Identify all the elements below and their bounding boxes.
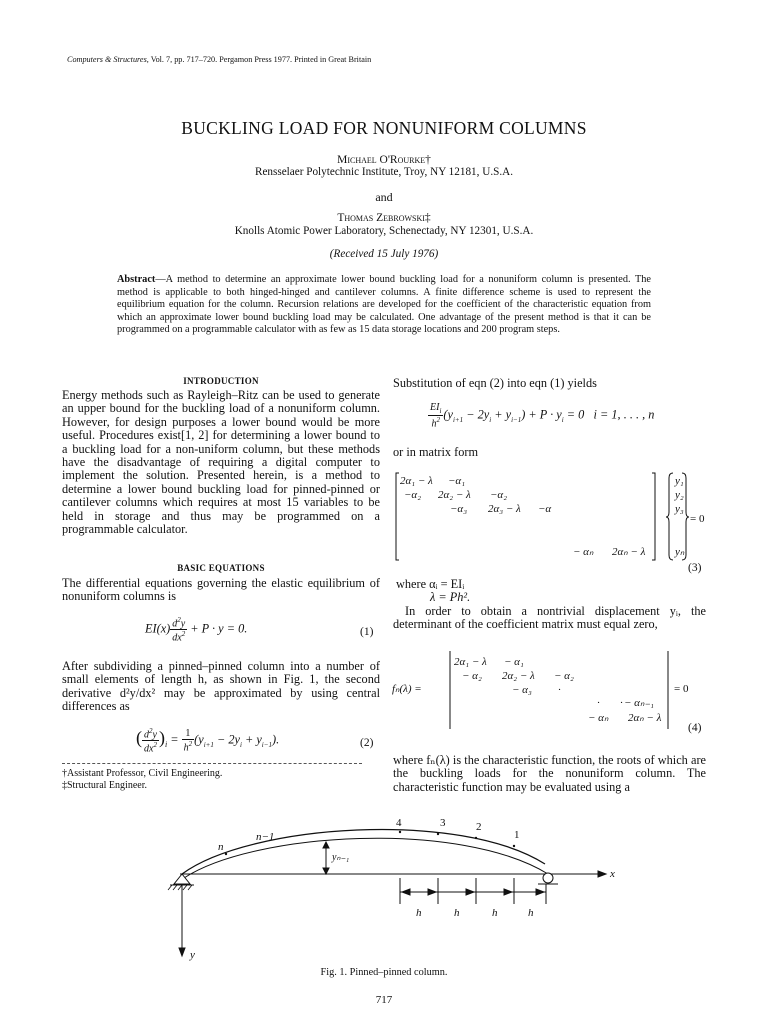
h-label-2: h [454, 907, 460, 919]
h-label-1: h [416, 907, 422, 919]
introduction-text: Energy methods such as Rayleigh–Ritz can be used to generate an upper bound for the buckling load of a nonuniform column. However, for design purposes a lower bound would be more useful. Procedures exist[1, 2] for determining a lower bound to a buckling load for a non-uniform column, but these methods have the disadvantage of requiring a digital computer to implement the solution. Presented herein, is a method to determine a lower bound buckling load for pinned-pinned or cantilever columns which requires at most 15 variables to be held in storage and thus may be programmed on a programmable calculator. [62, 388, 380, 537]
author-2-affiliation: Knolls Atomic Power Laboratory, Schenectady, NY 12301, U.S.A. [234, 225, 534, 237]
received-date: (Received 15 July 1976) [329, 248, 439, 260]
svg-text:2αₙ − λ: 2αₙ − λ [612, 546, 646, 558]
svg-text:−α: −α [538, 503, 552, 515]
footnote-rule [62, 763, 362, 764]
basic-equations-heading: BASIC EQUATIONS [177, 563, 265, 573]
citation: , Vol. 7, pp. 717–720. Pergamon Press 1977. Printed in Great Britain [146, 55, 372, 64]
svg-text:fₙ(λ) =: fₙ(λ) = [392, 683, 422, 695]
y-n-minus-1-label: yₙ₋₁ [332, 852, 350, 863]
svg-text:− α₂: − α₂ [462, 670, 482, 682]
svg-text:2α₁ − λ: 2α₁ − λ [400, 475, 433, 487]
svg-text:− αₙ: − αₙ [573, 546, 594, 558]
paper-title: BUCKLING LOAD FOR NONUNIFORM COLUMNS [181, 118, 587, 138]
and-separator: and [375, 190, 393, 204]
node-label-3: 3 [440, 817, 446, 829]
svg-text:−α₁: −α₁ [448, 475, 466, 487]
svg-text:·: · [558, 684, 561, 696]
characteristic-text: where fₙ(λ) is the characteristic function, the roots of which are the buckling loads for the nonuniform column. The characteristic function may be evaluated using a [393, 753, 706, 794]
abstract-text: —A method to determine an approximate lower bound buckling load for a nonuniform column is presented. The method is applicable to both hinged-hinged and cantilever columns. A finite difference scheme is used to represent the equilibrium equation for the column. Recursion relations are developed for the coefficient of the characteristic equation from which an approximate lower bound buckling load may be calculated. One advantage of the present method is that it can be programmed on a programmable calculator with as few as 15 data storage locations and 200 program steps. [117, 274, 651, 336]
node-label-2: 2 [476, 821, 482, 833]
substitution-text: Substitution of eqn (2) into eqn (1) yields [393, 376, 597, 390]
svg-text:y₁: y₁ [675, 475, 684, 487]
where-lambda: λ = Ph². [430, 590, 471, 604]
determinant-equation [392, 645, 710, 735]
right-roller-support [543, 873, 553, 883]
column-figure [160, 812, 620, 962]
after-equation-1-text: After subdividing a pinned–pinned column into a number of small elements of length h, as shown in Fig. 1, the second derivative d²y/dx² may be approximated by using central differences as [62, 659, 380, 714]
svg-text:= 0: = 0 [690, 513, 705, 525]
deflected-column-top [182, 829, 545, 874]
substituted-equation: $\frac{EI_i}{h^2}$ $(y_{i+1} - 2y_i + y_{i-1}) + P \cdot y_i = 0$ i = 1, . . . , n [430, 402, 655, 430]
h-label-3: h [492, 907, 498, 919]
svg-text:− α₃: − α₃ [512, 684, 532, 696]
running-header [67, 55, 371, 64]
x-axis-arrow [598, 871, 606, 877]
equation-2-number: (2) [360, 737, 374, 749]
svg-text:2α₃ − λ: 2α₃ − λ [488, 503, 521, 515]
matrix-form-text: or in matrix form [393, 445, 479, 459]
abstract [117, 274, 651, 337]
matrix-equation [390, 470, 710, 565]
equation-3-number: (3) [688, 562, 702, 574]
svg-text:− αₙ: − αₙ [588, 712, 609, 724]
where-alpha: where αᵢ = EIᵢ [396, 577, 465, 591]
svg-text:yₙ: yₙ [675, 546, 685, 558]
footnote-1: †Assistant Professor, Civil Engineering. [62, 768, 223, 779]
nontrivial-text: In order to obtain a nontrivial displacement yᵢ, the determinant of the coefficient matrix must equal zero, [393, 604, 706, 632]
svg-text:·: · [597, 697, 600, 709]
footnote-2: ‡Structural Engineer. [62, 780, 147, 791]
journal-name: Computers & Structures [67, 55, 147, 64]
author-2-name: Thomas Zebrowski‡ [337, 212, 431, 224]
introduction-heading: INTRODUCTION [183, 376, 259, 386]
page-number: 717 [375, 994, 393, 1006]
svg-text:y₂: y₂ [675, 489, 684, 501]
svg-text:2αₙ − λ: 2αₙ − λ [628, 712, 662, 724]
node-label-1: 1 [514, 829, 520, 841]
svg-text:2α₂ − λ: 2α₂ − λ [502, 670, 535, 682]
equation-4-number: (4) [688, 722, 702, 734]
svg-text:y₃: y₃ [675, 503, 684, 515]
author-1-name: Michael O'Rourke† [337, 154, 431, 166]
y-axis-label: y [190, 949, 195, 961]
x-axis-label: x [610, 868, 615, 880]
node-label-n-minus-1: n−1 [256, 831, 275, 843]
basic-equations-text: The differential equations governing the elastic equilibrium of nonuniform columns is [62, 576, 380, 604]
figure-caption: Fig. 1. Pinned–pinned column. [320, 967, 448, 978]
svg-text:= 0: = 0 [674, 683, 689, 695]
svg-text:2α₁ − λ: 2α₁ − λ [454, 656, 487, 668]
svg-text:−α₂: −α₂ [404, 489, 422, 501]
svg-text:− α₂: − α₂ [554, 670, 574, 682]
equation-2: ( $\frac{d^2y}{dx^2}$ )$_i$ = $\frac{1}{h^2}$ $(y_{i+1} - 2y_i + y_{i-1})$. [136, 727, 280, 755]
h-label-4: h [528, 907, 534, 919]
equation-1: EI(x) $\frac{d^2y}{dx^2}$ + P · y = 0. [145, 616, 248, 644]
svg-text:− αₙ₋₁: − αₙ₋₁ [624, 697, 654, 709]
svg-text:−α₃: −α₃ [450, 503, 468, 515]
svg-text:− α₁: − α₁ [504, 656, 524, 668]
svg-text:−α₂: −α₂ [490, 489, 508, 501]
abstract-label: Abstract [117, 274, 156, 285]
node-label-n: n [218, 841, 224, 853]
y-axis-arrow [179, 948, 185, 956]
svg-text:·: · [620, 697, 623, 709]
node-label-4: 4 [396, 817, 402, 829]
svg-text:2α₂ − λ: 2α₂ − λ [438, 489, 471, 501]
equation-1-number: (1) [360, 626, 374, 638]
author-1-affiliation: Rensselaer Polytechnic Institute, Troy, NY 12181, U.S.A. [254, 166, 514, 178]
deflected-column-bottom [184, 838, 548, 878]
